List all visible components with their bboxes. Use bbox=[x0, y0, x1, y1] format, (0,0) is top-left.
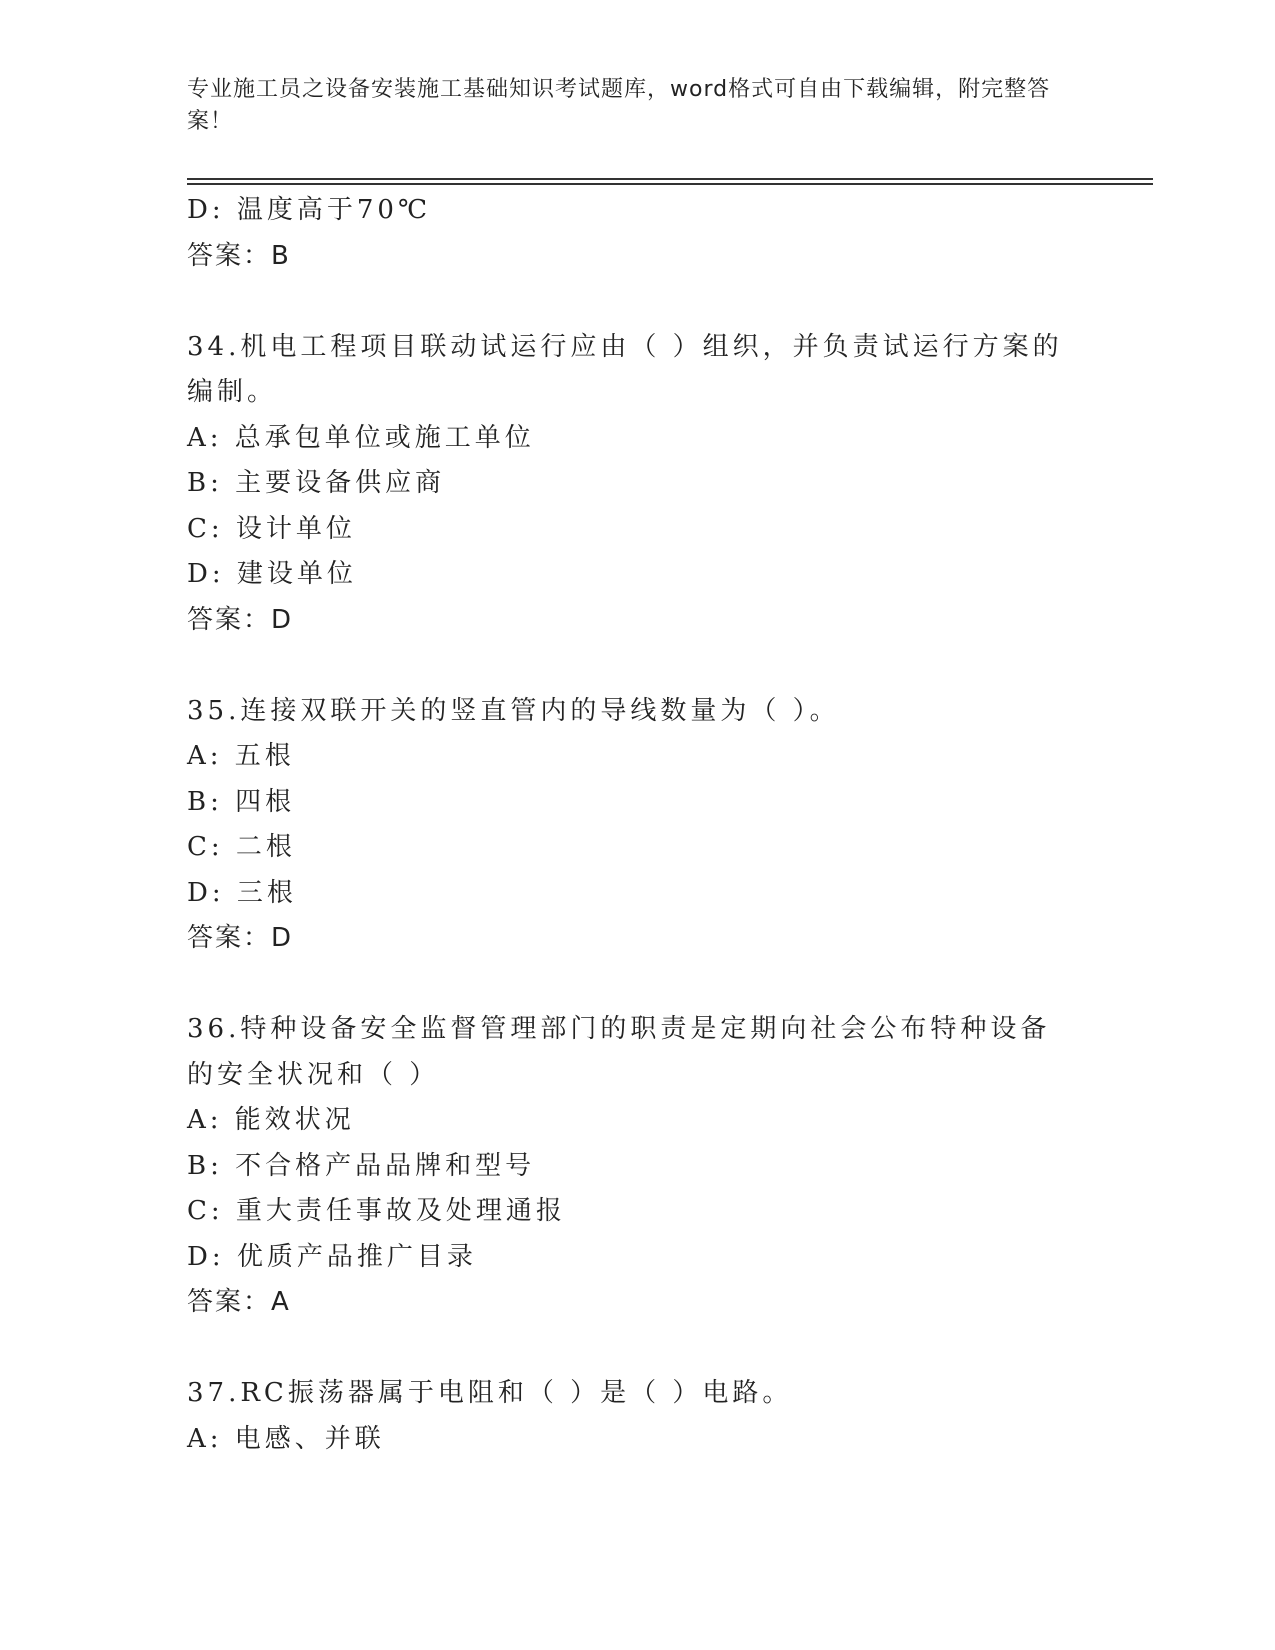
question-34 bbox=[187, 325, 1067, 644]
question-text: 37.RC振荡器属于电阻和（ ）是（ ）电路。 bbox=[187, 1378, 793, 1408]
question-text: 36.特种设备安全监督管理部门的职责是定期向社会公布特种设备的安全状况和（ ） bbox=[187, 1014, 1051, 1090]
option-c: C: 重大责任事故及处理通报 bbox=[187, 1196, 566, 1226]
answer: 答案：D bbox=[187, 604, 294, 635]
answer: 答案：D bbox=[187, 923, 294, 953]
option-b: B: 主要设备供应商 bbox=[187, 468, 446, 498]
header-rule-bottom bbox=[187, 183, 1153, 185]
option-b: B: 四根 bbox=[187, 786, 296, 817]
option-b: B: 不合格产品品牌和型号 bbox=[187, 1150, 536, 1181]
question-35 bbox=[187, 689, 1067, 962]
option-a: A: 总承包单位或施工单位 bbox=[187, 422, 535, 453]
header-text: 专业施工员之设备安装施工基础知识考试题库，word格式可自由下载编辑，附完整答案！ bbox=[187, 77, 1051, 134]
spacer bbox=[187, 962, 1067, 1008]
question-33-answer: 答案：B bbox=[187, 240, 291, 271]
question-36 bbox=[187, 1007, 1067, 1326]
question-37 bbox=[187, 1371, 1067, 1462]
option-a: A: 能效状况 bbox=[187, 1105, 355, 1135]
question-text: 34.机电工程项目联动试运行应由（ ）组织，并负责试运行方案的编制。 bbox=[187, 331, 1063, 407]
option-d: D: 建设单位 bbox=[187, 559, 357, 589]
option-d: D: 三根 bbox=[187, 877, 297, 908]
option-c: C: 二根 bbox=[187, 832, 296, 862]
question-list bbox=[187, 188, 1067, 1462]
option-c: C: 设计单位 bbox=[187, 513, 356, 544]
question-33-option-d: D: 温度高于70℃ bbox=[187, 195, 432, 225]
question-text: 35.连接双联开关的竖直管内的导线数量为（ ）。 bbox=[187, 695, 840, 726]
option-a: A: 电感、并联 bbox=[187, 1423, 385, 1454]
spacer bbox=[187, 279, 1067, 325]
answer: 答案：A bbox=[187, 1287, 291, 1317]
spacer bbox=[187, 1326, 1067, 1372]
option-d: D: 优质产品推广目录 bbox=[187, 1241, 477, 1272]
spacer bbox=[187, 643, 1067, 689]
option-a: A: 五根 bbox=[187, 741, 295, 771]
header-rule-top bbox=[187, 178, 1153, 180]
document-header bbox=[187, 74, 1067, 138]
